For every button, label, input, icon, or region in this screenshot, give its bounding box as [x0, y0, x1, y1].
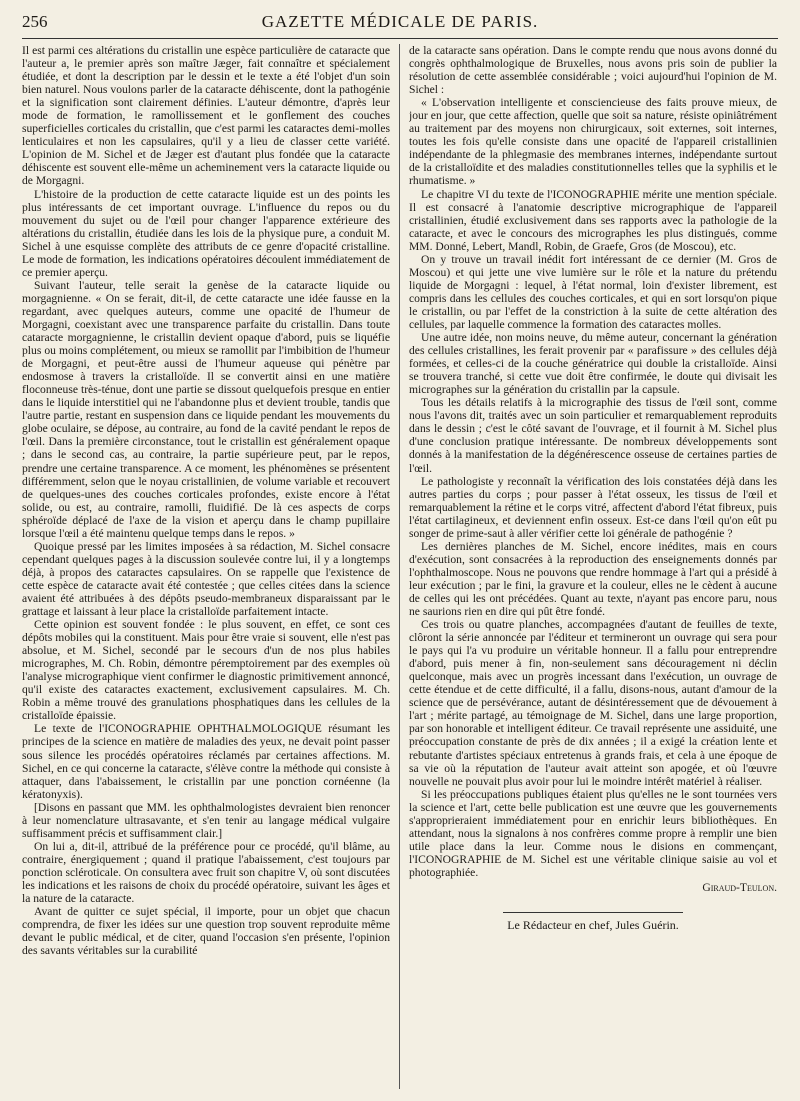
paragraph: Tous les détails relatifs à la micrographie des tissus de l'œil sont, comme nous l'avons dit, traités avec un soin particulier et remarquablement reproduits dans le dessin ; c'est le côté savant de l'ouvrage, et il fournit à M. Sichel plus d'une conclusion pratique intéressante. De nombreux développements sont donnés à la manifestation de la dégénérescence osseuse de certaines parties de l'œil. — [409, 396, 777, 475]
journal-title: GAZETTE MÉDICALE DE PARIS. — [261, 12, 539, 31]
paragraph: Ces trois ou quatre planches, accompagnées d'autant de feuilles de texte, clôront la série annoncée par l'éditeur et termineront un ouvrage qui sera pour le pays qui l'a vu produire un véritable honneur. Il a fallu pour entreprendre d'abord, puis mener à fin, non-seulement sans découragement ni déclin quelconque, mais avec un progrès incessant dans l'exécution, un ouvrage de cette étendue et de cette difficulté, il a fallu, disons-nous, autant d'amour de la science que de persévérance, autant de désintéressement que de dévouement à l'art ; mérite partagé, au témoignage de M. Sichel, dans une large proportion, par son honorable et intelligent éditeur. Ce travail représente une assiduité, une préoccupation constante de près de dix années ; il a exigé la création lente et rebutante d'artistes spéciaux entretenus à grands frais, et cela à une époque de sa vie où la réputation de l'auteur avait atteint son apogée, et où l'œuvre nouvelle ne pouvait plus avoir pour lui le moindre intérêt matériel à réaliser. — [409, 618, 777, 788]
paragraph: Le pathologiste y reconnaît la vérification des lois constatées déjà dans les autres parties du corps ; pour passer à l'état osseux, les tissus de l'œil et remarquablement la rétine et le corps vitré, affectent d'abord l'état fibreux, puis l'état cartilagineux, et deviennent enfin osseux. Est-ce dans l'œil qu'on eût pu songer de prime-saut à aller vérifier cette loi générale de pathogénie ? — [409, 474, 777, 540]
paragraph: « L'observation intelligente et consciencieuse des faits prouve mieux, de jour en jour, que cette affection, quelle que soit sa nature, résiste opiniâtrément au traitement par des moyens non chirurgicaux, soit externes, soit internes, toutes les fois qu'elle consiste dans une opacité de l'appareil cristallinien indépendante de la phlegmasie des membranes internes, indépendante surtout de la cristalloïdite et des maladies constitutionnelles telles que la syphilis et le rhumatisme. » — [409, 96, 777, 188]
paragraph: Une autre idée, non moins neuve, du même auteur, concernant la génération des cellules cristallines, les ferait provenir par « parafissure » des cellules déjà formées, et celles-ci de la couche génératrice qui double la cristalloïde. Ainsi se trouvera tranché, si cette vue doit être confirmée, le doute qui divisait les micrographes sur la génération du cristallin par la capsule. — [409, 331, 777, 397]
paragraph: Si les préoccupations publiques étaient plus qu'elles ne le sont tournées vers la science et l'art, cette belle publication est une œuvre que les gouvernements s'approprieraient immédiatement pour en enrichir leurs bibliothèques. En attendant, nous la signalons à nos confrères comme propre à remplir une bien utile place dans la leur. Comme nous le disions en commençant, l'ICONOGRAPHIE de M. Sichel est une véritable clinique saisie au vol et photographiée. — [409, 787, 777, 879]
left-column — [22, 44, 390, 1089]
paragraph: Le chapitre VI du texte de l'ICONOGRAPHIE mérite une mention spéciale. Il est consacré à l'anatomie descriptive micrographique de l'appareil cristallinien, étudié exclusivement dans ses rapports avec la pathologie de la cataracte, et avec le concours des micrographes les plus distingués, comme MM. Donné, Lebert, Mandl, Robin, de Graefe, Gros (de Moscou), etc. — [409, 187, 777, 253]
paragraph: Il est parmi ces altérations du cristallin une espèce particulière de cataracte que l'auteur a, le premier après son maître Jæger, fait connaître et spécialement étudiée, et dont la description par le dessin et le texte a été l'objet d'un soin bien naturel. Nous voulons parler de la cataracte déhiscente, dont la pathogénie et la signification sont clairement définies. L'auteur démontre, d'après leur mode de formation, le ramollissement et le gonflement des couches superficielles corticales du cristallin, que c'est parmi les cataractes demi-molles lenticulaires et non les capsulaires, qu'il y a lieu de classer cette variété. L'opinion de M. Sichel et de Jæger est d'autant plus fondée que la cataracte déhiscente est souvent elle-même un acheminement vers la cataracte liquide ou de Morgagni. — [22, 44, 390, 188]
paragraph: de la cataracte sans opération. Dans le compte rendu que nous avons donné du congrès ophthalmologique de Bruxelles, nous avons pris soin de publier la résolution de cette assemblée considérable ; voici aujourd'hui l'opinion de M. Sichel : — [409, 44, 777, 97]
editor-line: Le Rédacteur en chef, Jules Guérin. — [507, 918, 679, 933]
paragraph: L'histoire de la production de cette cataracte liquide est un des points les plus intéressants de cet important ouvrage. L'influence du repos ou du mouvement du sujet ou de l'œil pour changer l'apparence extérieure des altérations du cristallin, étudiée dans les lois de la physique pure, a conduit M. Sichel à une esquisse complète des attributs de ce genre d'opacité cristalline. Le mode de formation, les indications opératoires découlent immédiatement de ce premier aperçu. — [22, 187, 390, 279]
paragraph: Le texte de l'ICONOGRAPHIE OPHTHALMOLOGIQUE résumant les principes de la science en matière de maladies des yeux, ne devait point passer sous silence les procédés opératoires réclamés par certaines affections. M. Sichel, en ce qui concerne la cataracte, s'élève contre la méthode qui consiste à attaquer, dans l'abaissement, le cristallin par une ponction cornéenne (la kératonyxis). — [22, 722, 390, 801]
page-number: 256 — [22, 12, 48, 31]
paragraph: On y trouve un travail inédit fort intéressant de ce dernier (M. Gros de Moscou) et qui jette une vive lumière sur le rôle et la nature du prétendu liquide de Morgagni : lequel, à l'état normal, loin d'exister librement, est compris dans les cellules des couches corticales, et qui en sort lorsqu'on pique le cristallin, ou par l'effet de la constriction à la suite de cette altération des cellules, par laquelle commence la formation des cataractes molles. — [409, 252, 777, 331]
paragraph: Cette opinion est souvent fondée : le plus souvent, en effet, ce sont ces dépôts mobiles qui la constituent. Mais pour être vraie si souvent, elle n'est pas absolue, et M. Sichel, secondé par le secours d'un de nos plus habiles micrographes, M. Ch. Robin, démontre péremptoirement par des exemples où l'analyse micrographique vient confirmer le diagnostic primitivement annoncé, qu'il existe des cataractes exactement, exclusivement capsulaires. M. Ch. Robin a même trouvé des granulations phosphatiques dans les cellules de la cristalloïde épaissie. — [22, 618, 390, 723]
paragraph: Avant de quitter ce sujet spécial, il importe, pour un objet que chacun comprendra, de fixer les idées sur une question trop souvent reproduite même devant le public médical, et de citer, quand l'occasion s'en présente, l'opinion des savants véritables sur la curabilité — [22, 905, 390, 958]
separator-rule — [503, 912, 683, 913]
paragraph: Suivant l'auteur, telle serait la genèse de la cataracte liquide ou morgagnienne. « On se ferait, dit-il, de cette cataracte une idée fausse en la regardant, avec quelques auteurs, comme une opacité de l'humeur de Morgagni, coexistant avec une transparence parfaite du cristallin. Dans toute cataracte morgagnienne, le cristallin devient opaque d'abord, puis se liquéfie plus ou moins complétement, ou mieux se ramollit par l'imbibition de l'humeur de Morgagni, et peut-être aussi de l'humeur aqueuse qui pénètre par endosmose à travers la cristalloïde. Il se convertit ainsi en une matière floconneuse très-ténue, dont une partie se dissout quelquefois presque en entier dans le liquide interstitiel qui ne l'abandonne plus et devient trouble, tandis que l'autre partie, restant en suspension dans ce liquide pendant les mouvements du globe oculaire, se dépose, au contraire, au fond de la cavité pendant le repos de l'œil. Dans la première circonstance, tout le cristallin est généralement opaque ; dans le second cas, au contraire, la partie supérieure peut, par le repos, prendre une certaine transparence. A ce moment, les phénomènes se présentent différemment, selon que le noyau cristallinien, de volume variable et recouvert de quelques-unes des couches corticales profondes, existe encore à l'état solide, ou est, au contraire, ramolli, fluidifié. De là ces aspects de corps sphéroïde déplacé de l'axe de la vision et aperçu dans le champ pupillaire lorsque l'œil a été maintenu quelque temps dans le repos. » — [22, 278, 390, 540]
paragraph: Quoique pressé par les limites imposées à sa rédaction, M. Sichel consacre cependant quelques pages à la discussion soulevée contre lui, il y a longtemps déjà, à propos des cataractes capsulaires. On se rappelle que l'existence de cette espèce de cataracte avait été contestée ; que celles citées dans la science avaient été attribuées à des dépôts pseudo-membraneux disparaissant par le grattage et laissant à leur place la cristalloïde parfaitement intacte. — [22, 539, 390, 619]
right-column — [409, 44, 777, 1089]
paragraph: On lui a, dit-il, attribué de la préférence pour ce procédé, qu'il blâme, au contraire, énergiquement ; quand il pratique l'abaissement, c'est toujours par ponction scléroticale. On consultera avec fruit son chapitre V, où sont discutées les indications et les raisons de choix du procédé opératoire, suivant les âges et la nature de la cataracte. — [22, 839, 390, 906]
paragraph: Les dernières planches de M. Sichel, encore inédites, mais en cours d'exécution, sont consacrées à la reproduction des enseignements donnés par l'ophthalmoscope. Nous ne pouvons que rendre hommage à l'art qui a présidé à leur exécution ; par le fini, la gravure et la couleur, elles ne le cèdent à aucune de celles qui les ont précédées. Quant au texte, n'ayant pas encore paru, nous ne saurions rien en dire qui pût être fondé. — [409, 539, 777, 619]
page-header — [22, 12, 778, 39]
column-divider — [399, 44, 400, 1089]
paragraph: [Disons en passant que MM. les ophthalmologistes devraient bien renoncer à leur nomenclature ultrasavante, et s'en tenir au langage médical vulgaire suffisamment précis et suffisamment clair.] — [22, 800, 390, 840]
author-signature: Giraud-Teulon. — [702, 881, 777, 894]
